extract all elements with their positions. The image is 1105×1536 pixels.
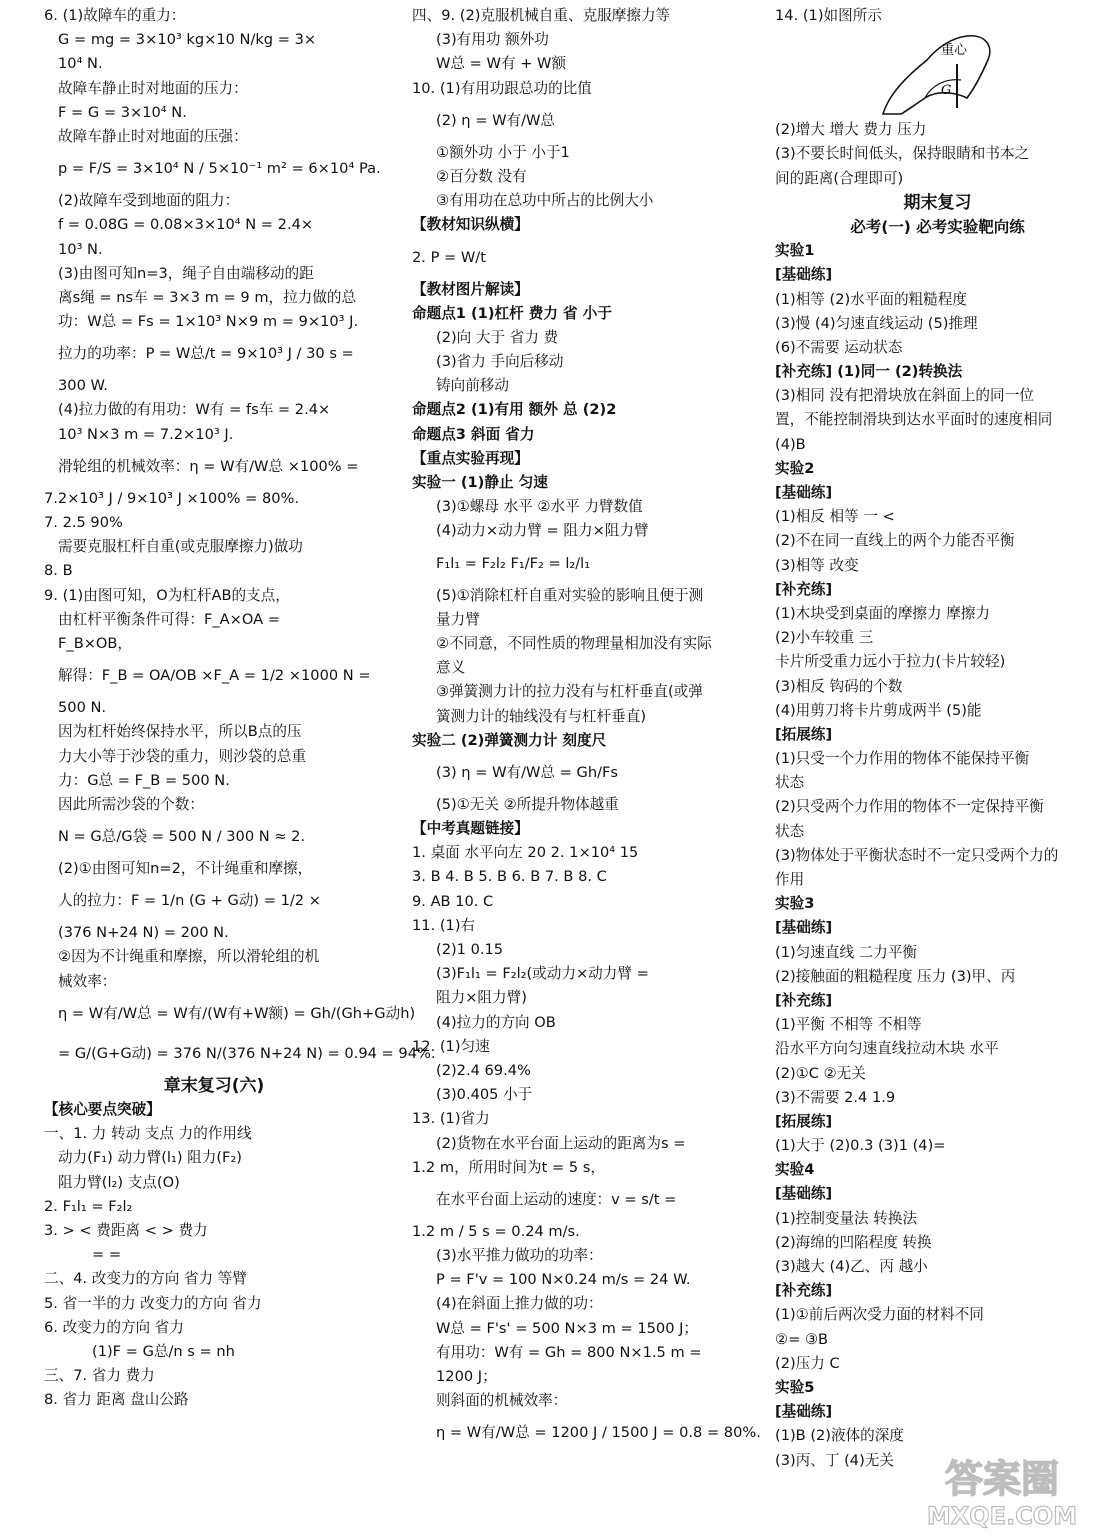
answer-line: (2)①C ②无关 xyxy=(775,1064,866,1082)
figure-label-gravity: G xyxy=(941,83,952,99)
answer-line: (376 N+24 N) = 200 N. xyxy=(58,924,229,942)
answer-line: 因此所需沙袋的个数： xyxy=(58,795,204,813)
answer-line: 12. (1)匀速 xyxy=(412,1037,490,1055)
answer-line: (2)向 大于 省力 费 xyxy=(436,328,559,346)
answer-line: 拉力的功率：P = W总/t = 9×10³ J / 30 s = xyxy=(58,345,354,363)
answer-line: 【重点实验再现】 xyxy=(412,449,529,467)
answer-line: (4)在斜面上推力做的功： xyxy=(436,1295,603,1313)
answer-line: 在水平台面上运动的速度：v = s/t = xyxy=(436,1190,677,1208)
answer-line: 二、4. 改变力的方向 省力 等臂 xyxy=(44,1270,247,1288)
answer-line: (3)由图可知n=3，绳子自由端移动的距 xyxy=(58,264,314,282)
answer-line: (3)不需要 2.4 1.9 xyxy=(775,1088,896,1106)
answer-line: (3)不要长时间低头，保持眼睛和书本之 xyxy=(775,145,1030,163)
answer-line: (3)丙、丁 (4)无关 xyxy=(775,1451,894,1469)
answer-line: 【教材知识纵横】 xyxy=(412,216,529,234)
answer-line: 因为杠杆始终保持水平，所以B点的压 xyxy=(58,723,302,741)
answer-line: 解得：F_B = OA/OB ×F_A = 1/2 ×1000 N = xyxy=(58,667,371,685)
answer-line: (3)物体处于平衡状态时不一定只受两个力的 xyxy=(775,846,1059,864)
answer-column-3 xyxy=(775,4,1100,1473)
answer-line: 人的拉力：F = 1/n (G + G动) = 1/2 × xyxy=(58,892,321,910)
answer-line: 8. B xyxy=(44,562,73,580)
answer-line: 实验5 xyxy=(775,1378,815,1396)
answer-line: 状态 xyxy=(775,822,805,840)
answer-line: [基础练] xyxy=(775,1403,833,1421)
answer-line: [基础练] xyxy=(775,1185,833,1203)
answer-line: 实验2 xyxy=(775,459,815,477)
answer-line: = = xyxy=(92,1246,122,1264)
answer-line: F₁l₁ = F₂l₂ F₁/F₂ = l₂/l₁ xyxy=(436,554,591,572)
answer-line: (3) η = W有/W总 = Gh/Fs xyxy=(436,763,619,781)
answer-line: 10³ N×3 m = 7.2×10³ J. xyxy=(58,425,234,443)
answer-line: 实验二 (2)弹簧测力计 刻度尺 xyxy=(412,731,607,749)
answer-line: [基础练] xyxy=(775,266,833,284)
answer-line: (2)故障车受到地面的阻力： xyxy=(58,192,240,210)
answer-line: η = W有/W总 = 1200 J / 1500 J = 0.8 = 80%. xyxy=(436,1424,761,1442)
answer-line: 由杠杆平衡条件可得：F_A×OA = xyxy=(58,610,280,628)
answer-line: (3)越大 (4)乙、丙 越小 xyxy=(775,1258,928,1275)
answer-line: [基础练] xyxy=(775,919,833,937)
answer-line: p = F/S = 3×10⁴ N / 5×10⁻¹ m² = 6×10⁴ Pa. xyxy=(58,160,381,178)
answer-line: (2)货物在水平台面上运动的距离为s = xyxy=(436,1134,686,1152)
answer-line: P = F'v = 100 N×0.24 m/s = 24 W. xyxy=(436,1271,691,1289)
answer-line: ①额外功 小于 小于1 xyxy=(436,143,570,161)
answer-line: 有用功：W有 = Gh = 800 N×1.5 m = xyxy=(436,1343,702,1361)
answer-line: (2)①由图可知n=2，不计绳重和摩擦， xyxy=(58,860,313,878)
answer-line: = G/(G+G动) = 376 N/(376 N+24 N) = 0.94 = 94%. xyxy=(58,1044,436,1062)
answer-line: G = mg = 3×10³ kg×10 N/kg = 3× xyxy=(58,31,317,49)
figure-label-center: 重心 xyxy=(941,43,968,59)
answer-line: (1)匀速直线 二力平衡 xyxy=(775,943,918,961)
answer-line: 命题点3 斜面 省力 xyxy=(412,425,535,443)
answer-line: (3)①螺母 水平 ②水平 力臂数值 xyxy=(436,498,643,516)
answer-line: 阻力臂(l₂) 支点(O) xyxy=(58,1173,180,1191)
answer-line: 7. 2.5 90% xyxy=(44,514,123,531)
answer-line: (6)不需要 运动状态 xyxy=(775,338,903,356)
answer-line: 作用 xyxy=(775,871,805,888)
watermark-url: MXQE.COM xyxy=(926,1502,1078,1530)
answer-line: (1)平衡 不相等 不相等 xyxy=(775,1016,922,1034)
answer-line: 1.2 m，所用时间为t = 5 s， xyxy=(412,1158,605,1176)
watermark-logo xyxy=(907,1452,1097,1530)
answer-line: (2)压力 C xyxy=(775,1354,840,1372)
answer-line: 章末复习(六) xyxy=(163,1075,265,1096)
answer-line: 故障车静止时对地面的压强： xyxy=(58,127,248,145)
answer-line: 阻力×阻力臂) xyxy=(436,989,527,1007)
answer-line: 置，不能控制滑块到达水平面时的速度相同 xyxy=(775,411,1053,429)
answer-line: (1)相反 相等 一 < xyxy=(775,508,895,526)
answer-line: 9. AB 10. C xyxy=(412,892,494,910)
answer-line: (4)拉力的方向 OB xyxy=(436,1013,556,1031)
answer-line: 力：G总 = F_B = 500 N. xyxy=(58,771,230,789)
answer-line: [补充练] xyxy=(775,991,833,1009)
answer-line: 13. (1)省力 xyxy=(412,1110,490,1128)
answer-line: 则斜面的机械效率： xyxy=(436,1392,568,1410)
answer-column-2 xyxy=(412,4,761,1453)
answer-line: 卡片所受重力远小于拉力(卡片较轻) xyxy=(775,653,1006,671)
answer-line: 300 W. xyxy=(58,377,108,395)
answer-line: (5)①消除杠杆自重对实验的影响且便于测 xyxy=(436,586,704,604)
answer-line: (3)相等 改变 xyxy=(775,556,859,574)
answer-line: (3)慢 (4)匀速直线运动 (5)推理 xyxy=(775,314,978,332)
answer-column-1 xyxy=(44,4,436,1412)
answer-line: 【中考真题链接】 xyxy=(412,820,529,838)
answer-line: 命题点2 (1)有用 额外 总 (2)2 xyxy=(412,401,617,419)
center-of-gravity-figure xyxy=(875,28,1005,118)
answer-line: F_B×OB， xyxy=(58,634,133,652)
answer-line: 实验1 xyxy=(775,242,815,260)
answer-line: 2. P = W/t xyxy=(412,248,486,266)
answer-line: 簧测力计的轴线没有与杠杆垂直) xyxy=(436,707,647,725)
answer-line: 6. (1)故障车的重力： xyxy=(44,7,186,24)
answer-line: 9. (1)由图可知，O为杠杆AB的支点， xyxy=(44,586,290,604)
answer-line: 【教材图片解读】 xyxy=(412,280,529,298)
q14-answers xyxy=(775,118,1100,191)
answer-line: 10. (1)有用功跟总功的比值 xyxy=(412,79,592,97)
experiment-answers xyxy=(775,239,1100,1473)
answer-line: (4)用剪刀将卡片剪成两半 (5)能 xyxy=(775,701,982,719)
answer-line: ②因为不计绳重和摩擦，所以滑轮组的机 xyxy=(58,948,320,966)
answer-line: 间的距离(合理即可) xyxy=(775,169,904,187)
answer-line: F = G = 3×10⁴ N. xyxy=(58,103,187,121)
answer-line: [补充练] xyxy=(775,580,833,598)
answer-line: ②不同意，不同性质的物理量相加没有实际 xyxy=(436,634,712,652)
answer-line: (4)拉力做的有用功：W有 = fs车 = 2.4× xyxy=(58,401,331,419)
answer-line: 实验一 (1)静止 匀速 xyxy=(412,474,548,491)
answer-line: (1)①前后两次受力面的材料不同 xyxy=(775,1306,984,1324)
answer-line: 7.2×10³ J / 9×10³ J ×100% = 80%. xyxy=(44,489,300,507)
answer-line: (2) η = W有/W总 xyxy=(436,111,556,129)
section-subtitle: 必考(一) 必考实验靶向练 xyxy=(850,217,1025,236)
answer-line: 2. F₁l₁ = F₂l₂ xyxy=(44,1197,133,1215)
answer-line: 实验3 xyxy=(775,895,815,913)
answer-line: (4)B xyxy=(775,435,806,453)
section-title: 期末复习 xyxy=(903,192,972,213)
answer-line: 3. > < 费距离 < > 费力 xyxy=(44,1221,208,1239)
answer-line: 铸向前移动 xyxy=(436,377,509,395)
watermark-text: 答案圈 xyxy=(944,1457,1060,1501)
answer-line: (3)省力 手向后移动 xyxy=(436,353,564,371)
answer-line: (2)2.4 69.4% xyxy=(436,1061,531,1079)
answer-line: (3)相反 钩码的个数 xyxy=(775,677,903,695)
answer-line: [补充练] xyxy=(775,1282,833,1300)
answer-line: 需要克服杠杆自重(或克服摩擦力)做功 xyxy=(58,538,303,556)
q14-line: 14. (1)如图所示 xyxy=(775,7,882,24)
answer-line: ③有用功在总功中所占的比例大小 xyxy=(436,192,654,210)
answer-line: 一、1. 力 转动 支点 力的作用线 xyxy=(44,1125,252,1143)
answer-line: ②百分数 没有 xyxy=(436,167,527,185)
answer-line: 8. 省力 距离 盘山公路 xyxy=(44,1391,189,1409)
answer-line: 1.2 m / 5 s = 0.24 m/s. xyxy=(412,1222,580,1240)
answer-line: (2)小车较重 三 xyxy=(775,629,874,647)
answer-line: (2)海绵的凹陷程度 转换 xyxy=(775,1233,932,1251)
answer-line: 500 N. xyxy=(58,699,107,717)
answer-line: 故障车静止时对地面的压力： xyxy=(58,79,248,97)
answer-line: 1. 桌面 水平向左 20 2. 1×10⁴ 15 xyxy=(412,844,639,862)
answer-line: 【核心要点突破】 xyxy=(44,1101,161,1118)
answer-line: (1)大于 (2)0.3 (3)1 (4)= xyxy=(775,1137,946,1155)
answer-line: 离s绳 = ns车 = 3×3 m = 9 m，拉力做的总 xyxy=(58,288,357,306)
answer-line: 10³ N. xyxy=(58,240,103,258)
answer-line: η = W有/W总 = W有/(W有+W额) = Gh/(Gh+G动h) xyxy=(58,1004,416,1022)
answer-line: 10⁴ N. xyxy=(58,55,103,73)
answer-line: (1)B (2)液体的深度 xyxy=(775,1427,904,1445)
answer-line: 5. 省一半的力 改变力的方向 省力 xyxy=(44,1294,262,1312)
answer-line: f = 0.08G = 0.08×3×10⁴ N = 2.4× xyxy=(58,216,314,234)
answer-line: 1200 J； xyxy=(436,1368,497,1385)
answer-line: 械效率： xyxy=(58,972,117,990)
answer-line: (3)相同 没有把滑块放在斜面上的同一位 xyxy=(775,387,1034,405)
answer-line: [补充练] (1)同一 (2)转换法 xyxy=(775,363,963,381)
answer-line: 11. (1)右 xyxy=(412,916,476,934)
answer-line: (1)F = G总/n s = nh xyxy=(92,1342,235,1360)
answer-line: 意义 xyxy=(436,659,466,677)
answer-line: 四、9. (2)克服机械自重、克服摩擦力等 xyxy=(412,7,671,24)
answer-line: W总 = F's' = 500 N×3 m = 1500 J； xyxy=(436,1319,699,1337)
answer-line: W总 = W有 + W额 xyxy=(436,55,567,73)
answer-line: (2)增大 增大 费力 压力 xyxy=(775,121,927,139)
answer-line: (2)1 0.15 xyxy=(436,941,504,958)
answer-line: ③弹簧测力计的拉力没有与杠杆垂直(或弹 xyxy=(436,683,703,701)
answer-line: (3)有用功 额外功 xyxy=(436,31,549,49)
answer-line: N = G总/G袋 = 500 N / 300 N ≈ 2. xyxy=(58,828,306,846)
answer-line: 状态 xyxy=(775,774,805,792)
answer-line: [拓展练] xyxy=(775,1112,833,1130)
answer-line: (1)木块受到桌面的摩擦力 摩擦力 xyxy=(775,604,991,622)
answer-line: 力大小等于沙袋的重力，则沙袋的总重 xyxy=(58,747,307,765)
answer-line: 6. 改变力的方向 省力 xyxy=(44,1318,184,1336)
answer-line: 功：W总 = Fs = 1×10³ N×9 m = 9×10³ J. xyxy=(58,313,359,331)
answer-line: (3)水平推力做功的功率： xyxy=(436,1247,603,1265)
answer-line: 三、7. 省力 费力 xyxy=(44,1367,155,1385)
answer-line: 沿水平方向匀速直线拉动木块 水平 xyxy=(775,1040,999,1058)
answer-line: (3)0.405 小于 xyxy=(436,1086,533,1104)
answer-line: 3. B 4. B 5. B 6. B 7. B 8. C xyxy=(412,868,607,886)
answer-line: 实验4 xyxy=(775,1161,815,1179)
answer-line: 量力臂 xyxy=(436,610,480,628)
answer-line: [基础练] xyxy=(775,484,833,501)
answer-line: 命题点1 (1)杠杆 费力 省 小于 xyxy=(412,304,612,322)
answer-line: ②= ③B xyxy=(775,1330,829,1348)
answer-line: [拓展练] xyxy=(775,725,833,743)
answer-line: (5)①无关 ②所提升物体越重 xyxy=(436,795,619,813)
answer-line: (1)控制变量法 转换法 xyxy=(775,1209,918,1227)
answer-line: 滑轮组的机械效率：η = W有/W总 ×100% = xyxy=(58,457,359,475)
answer-line: (1)相等 (2)水平面的粗糙程度 xyxy=(775,290,967,308)
answer-line: (4)动力×动力臂 = 阻力×阻力臂 xyxy=(436,522,649,540)
answer-line: (3)F₁l₁ = F₂l₂(或动力×动力臂 = xyxy=(436,965,649,983)
answer-line: 动力(F₁) 动力臂(l₁) 阻力(F₂) xyxy=(58,1149,242,1167)
answer-line: (2)不在同一直线上的两个力能否平衡 xyxy=(775,532,1015,550)
answer-line: (2)接触面的粗糙程度 压力 (3)甲、丙 xyxy=(775,967,1016,985)
answer-line: (2)只受两个力作用的物体不一定保持平衡 xyxy=(775,798,1044,816)
answer-line: (1)只受一个力作用的物体不能保持平衡 xyxy=(775,750,1030,768)
